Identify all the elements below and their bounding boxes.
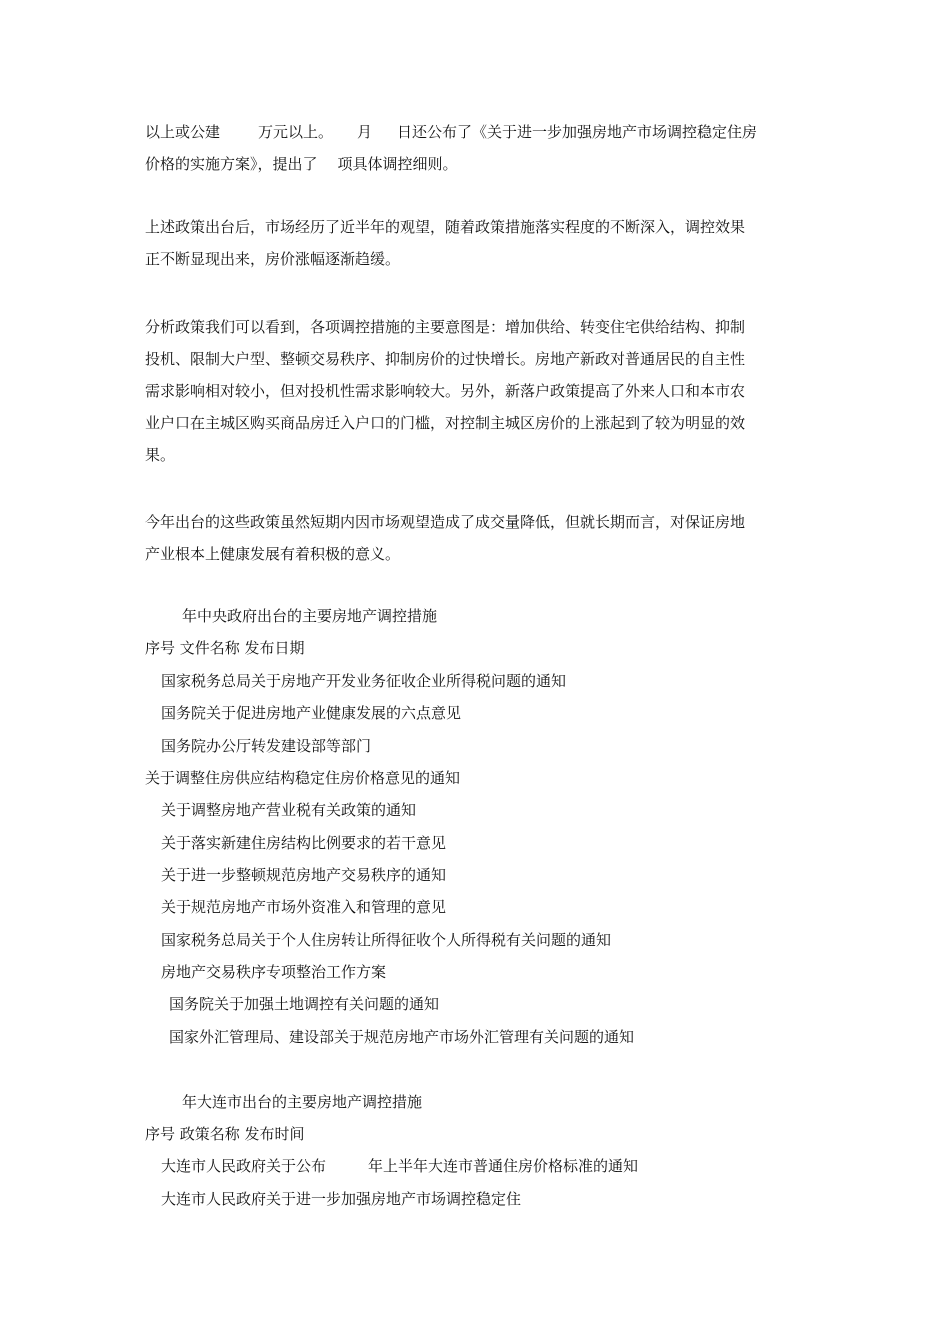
list-item: 国务院办公厅转发建设部等部门 [161,737,372,755]
paragraph-line: 正不断显现出来，房价涨幅逐渐趋缓。 [145,250,401,268]
text-segment: 大连市人民政府关于公布 [161,1157,327,1175]
table-2-title: 年大连市出台的主要房地产调控措施 [182,1093,423,1111]
text-segment: 日还公布了《关于进一步加强房地产市场调控稳定住房 [397,123,758,141]
text-segment: 项具体调控细则。 [337,155,458,173]
list-item: 关于进一步整顿规范房地产交易秩序的通知 [161,866,447,884]
paragraph-line: 投机、限制大户型、整顿交易秩序、抑制房价的过快增长。房地产新政对普通居民的自主性 [145,350,746,368]
list-item [161,1156,638,1176]
paragraph-line: 需求影响相对较小，但对投机性需求影响较大。另外，新落户政策提高了外来人口和本市农 [145,382,746,400]
table-2-header: 序号 政策名称 发布时间 [145,1125,305,1143]
paragraph-1-line-1 [145,116,810,148]
list-item: 关于规范房地产市场外资准入和管理的意见 [161,898,447,916]
paragraph-2 [145,211,810,275]
paragraph-line: 果。 [145,446,176,464]
text-segment: 月 [357,123,373,141]
table-1-header: 序号 文件名称 发布日期 [145,639,305,657]
list-item: 房地产交易秩序专项整治工作方案 [161,963,387,981]
paragraph-1 [145,116,810,180]
list-item: 国务院关于促进房地产业健康发展的六点意见 [161,704,462,722]
paragraph-4 [145,506,810,570]
paragraph-1-line-2 [145,148,810,180]
paragraph-line: 产业根本上健康发展有着积极的意义。 [145,545,401,563]
list-item: 国家税务总局关于个人住房转让所得征收个人所得税有关问题的通知 [161,931,612,949]
paragraph-3 [145,311,810,471]
text-segment: 年上半年大连市普通住房价格标准的通知 [368,1157,639,1175]
text-segment: 以上或公建 [145,123,221,141]
text-segment: 价格的实施方案》，提出了 [145,155,318,173]
paragraph-line: 上述政策出台后，市场经历了近半年的观望，随着政策措施落实程度的不断深入，调控效果 [145,218,746,236]
paragraph-line: 分析政策我们可以看到，各项调控措施的主要意图是：增加供给、转变住宅供给结构、抑制 [145,318,746,336]
table-1-title: 年中央政府出台的主要房地产调控措施 [182,607,438,625]
paragraph-line: 业户口在主城区购买商品房迁入户口的门槛，对控制主城区房价的上涨起到了较为明显的效 [145,414,746,432]
paragraph-line: 今年出台的这些政策虽然短期内因市场观望造成了成交量降低，但就长期而言，对保证房地 [145,513,746,531]
list-item: 大连市人民政府关于进一步加强房地产市场调控稳定住 [161,1190,522,1208]
list-item: 国家税务总局关于房地产开发业务征收企业所得税问题的通知 [161,672,567,690]
list-item: 关于调整住房供应结构稳定住房价格意见的通知 [145,769,461,787]
list-item: 国务院关于加强土地调控有关问题的通知 [169,995,440,1013]
list-item: 国家外汇管理局、建设部关于规范房地产市场外汇管理有关问题的通知 [169,1028,635,1046]
list-item: 关于落实新建住房结构比例要求的若干意见 [161,834,447,852]
text-segment: 万元以上。 [258,123,334,141]
list-item: 关于调整房地产营业税有关政策的通知 [161,801,417,819]
